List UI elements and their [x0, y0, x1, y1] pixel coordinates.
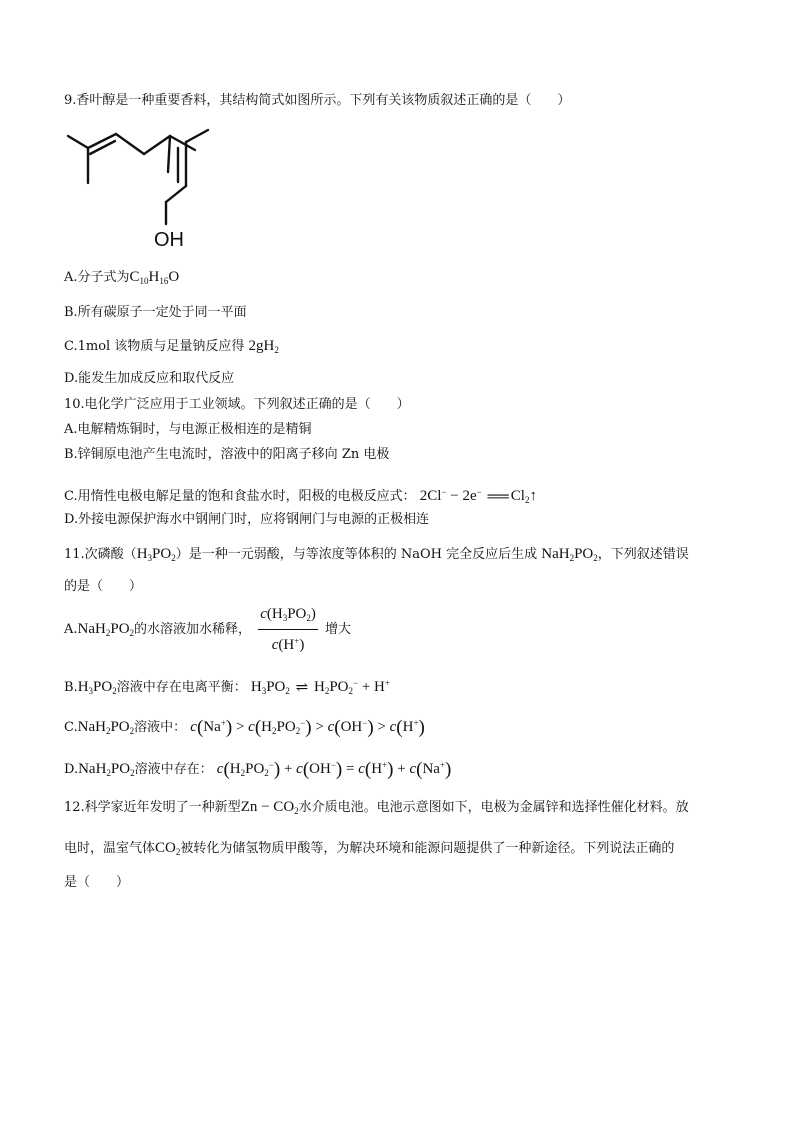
geraniol-structure — [60, 126, 210, 256]
q11-option-b: $B.H_3PO_2$溶液中存在电离平衡： $H_3PO_2$ ⇌ $H_2PO_2^- + H^+$ — [64, 678, 390, 696]
q10-option-c: C.用惰性电极电解足量的饱和食盐水时，阳极的电极反应式： 2Cl− − 2e− ══ $Cl_2↑$ — [64, 487, 537, 505]
q9-option-d: D.能发生加成反应和取代反应 — [64, 371, 235, 386]
q11-stem-line2: 的是（ ） — [64, 579, 143, 594]
q10-stem: 10.电化学广泛应用于工业领域。下列叙述正确的是（ ） — [64, 397, 410, 412]
q12-line2: 电时，温室气体$CO_2$被转化为储氢物质甲酸等，为解决环境和能源问题提供了一种新途径。下列说法正确的 — [64, 840, 675, 857]
q11-option-c: $C.NaH_2PO_2$溶液中： $c(Na^+) > c(H_2PO_2^-) > c(OH^-) > c(H^+)$ — [64, 717, 425, 738]
q9-option-b: B.所有碳原子一定处于同一平面 — [64, 305, 247, 320]
q12-line3: 是（ ） — [64, 875, 130, 890]
concentration-fraction: $\frac{c(H_3PO_2)}{c(H^+)}$ — [260, 606, 316, 653]
q10-option-a: A.电解精炼铜时，与电源正极相连的是精铜 — [64, 422, 312, 437]
q11-option-a: $A.NaH_2PO_2$的水溶液加水稀释， $\frac{c(H_3PO_2)}{c(H^+)}$ 增大 — [64, 606, 352, 653]
q11-stem: 11.次磷酸$(H_3PO_2)$是一种一元弱酸，与等浓度等体积的 NaOH 完全反应后生成 $NaH_2PO_2$，下列叙述错误 — [64, 546, 689, 563]
q10-option-d: D.外接电源保护海水中钢闸门时，应将钢闸门与电源的正极相连 — [64, 512, 430, 527]
q9-option-a: A.分子式为$C_{10}H_{16}O$ — [64, 269, 180, 286]
q10-option-b: B.锌铜原电池产生电流时，溶液中的阳离子移向 Zn 电极 — [64, 447, 390, 462]
q9-option-c: C.1mol 该物质与足量钠反应得 $2gH_2$ — [64, 338, 279, 355]
q12-line1: 12.科学家近年发明了一种新型$Zn - CO_2$水介质电池。电池示意图如下，电极为金属锌和选择性催化材料。放 — [64, 799, 689, 816]
q9-stem: 9.香叶醇是一种重要香料，其结构简式如图所示。下列有关该物质叙述正确的是（ ） — [64, 93, 571, 108]
oh-label: OH — [154, 229, 184, 251]
q11-option-d: $D.NaH_2PO_2$溶液中存在： $c(H_2PO_2^-) + c(OH^-) = c(H^+) + c(Na^+)$ — [64, 759, 452, 780]
